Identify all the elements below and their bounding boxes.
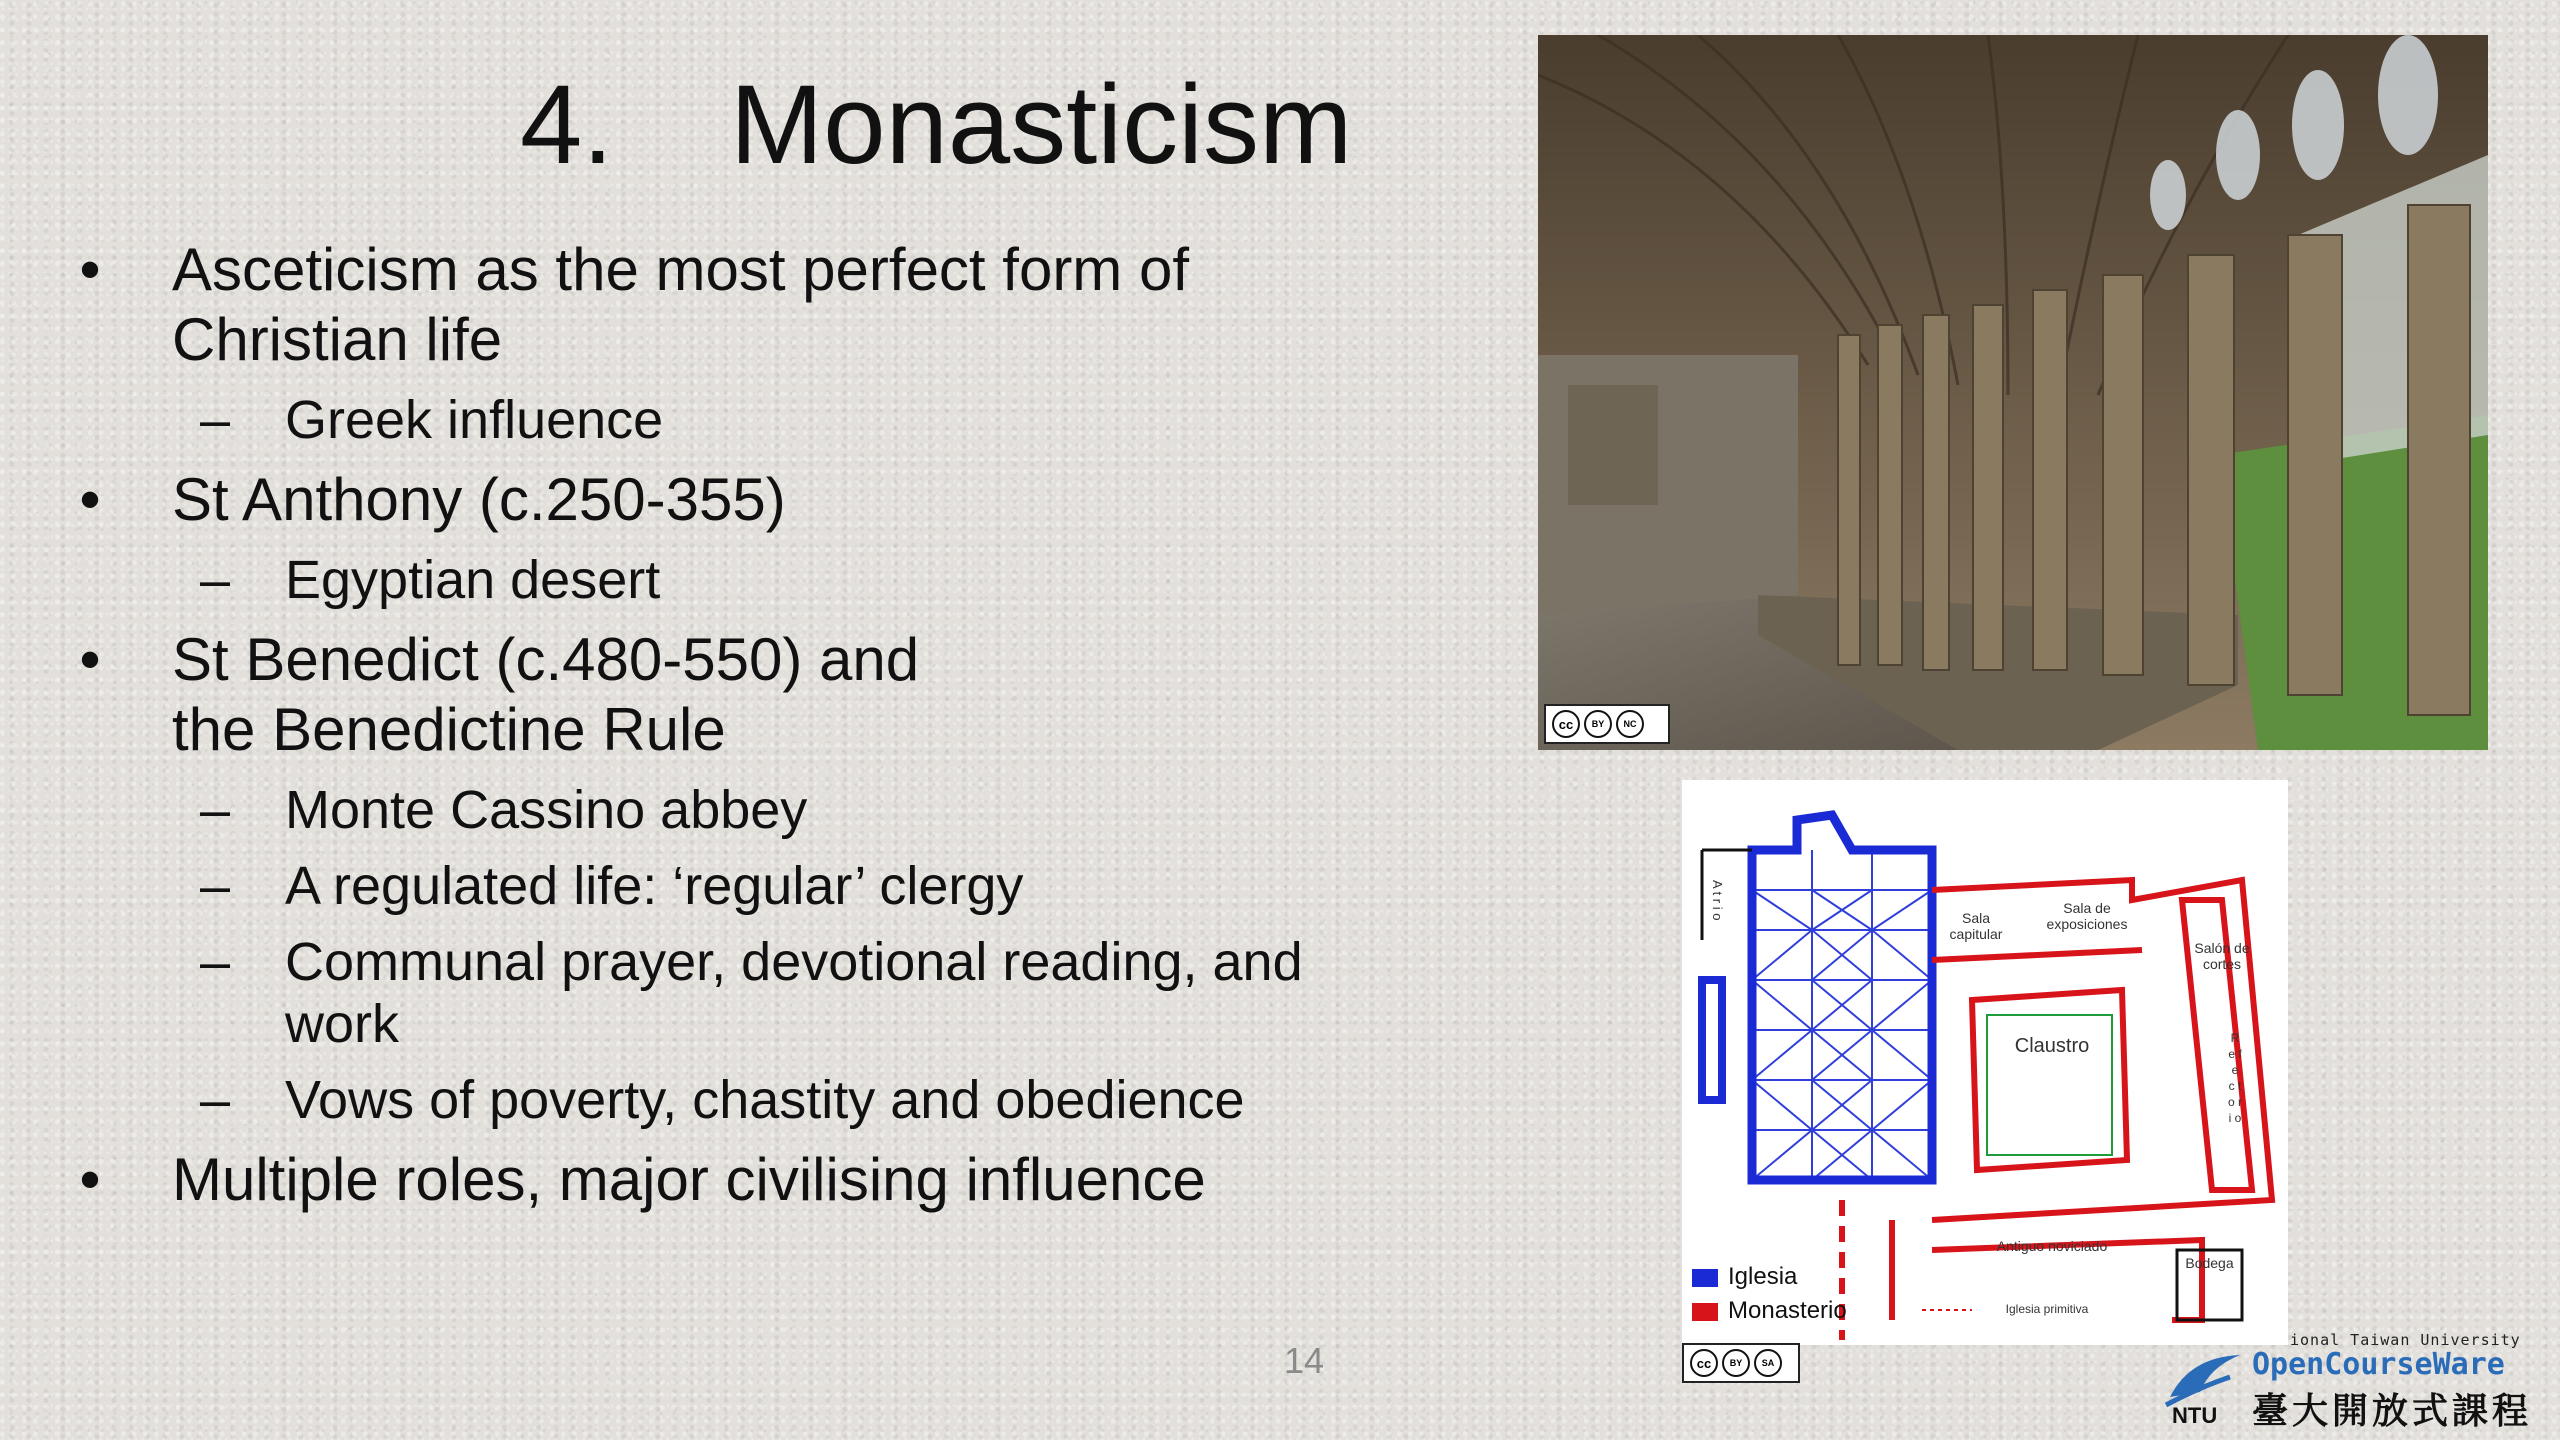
bullet-marker: • — [79, 236, 101, 303]
bullet-marker: • — [79, 626, 101, 693]
sub-bullet-monte-cassino — [70, 779, 1500, 841]
bullet-text: Christian life — [172, 306, 503, 373]
sub-bullet-text: Greek influence — [285, 390, 664, 450]
cc-icon: cc — [1552, 710, 1580, 738]
sub-bullet-egypt — [70, 549, 1500, 611]
legend-swatch-blue — [1692, 1269, 1718, 1287]
label-iglesia-primitiva: Iglesia primitiva — [2005, 1302, 2089, 1316]
ntu-text: NTU — [2172, 1403, 2218, 1427]
sub-bullet-text: Vows of poverty, chastity and obedience — [285, 1070, 1245, 1130]
label-antiguo-noviciado: Antiguo noviciado — [1996, 1238, 2108, 1254]
nc-icon: NC — [1616, 710, 1644, 738]
sub-bullet-regulated-life — [70, 855, 1500, 917]
bullet-civilising — [70, 1145, 1500, 1215]
dash-marker: – — [200, 1070, 231, 1130]
bullet-asceticism — [70, 235, 1500, 375]
legend-label: Iglesia — [1728, 1263, 1798, 1290]
cloister-illustration — [1538, 35, 2488, 750]
bullet-text: St Benedict (c.480-550) and — [172, 626, 920, 693]
by-icon: BY — [1722, 1349, 1750, 1377]
page-number: 14 — [1284, 1340, 1325, 1381]
bullet-text: St Anthony (c.250-355) — [172, 466, 786, 533]
bullet-anthony — [70, 465, 1500, 535]
legend-swatch-red — [1692, 1303, 1718, 1321]
bullet-text: Multiple roles, major civilising influence — [172, 1146, 1206, 1213]
sub-bullet-text: Egyptian desert — [285, 550, 661, 610]
bullet-benedict — [70, 625, 1500, 765]
label-sala-capitular: Sala capitular — [1949, 910, 2003, 942]
label-sala-exposiciones: Sala de exposiciones — [2046, 900, 2128, 932]
title-number: 4. — [520, 62, 614, 187]
bullet-text: Asceticism as the most perfect form of — [172, 236, 1189, 303]
label-atrio: A t r i o — [1710, 880, 1725, 921]
label-bodega: Bodega — [2185, 1255, 2234, 1271]
photo-license-badge[interactable] — [1544, 704, 1670, 744]
bullet-marker: • — [79, 466, 101, 533]
sa-icon: SA — [1754, 1349, 1782, 1377]
university-name: ional Taiwan University — [2290, 1331, 2521, 1349]
sub-bullet-greek — [70, 389, 1500, 451]
dash-marker: – — [200, 550, 231, 610]
ocw-chinese-name: 臺大開放式課程 — [2252, 1390, 2533, 1431]
slide-title — [520, 60, 1352, 189]
dash-marker: – — [200, 932, 231, 992]
legend-iglesia — [1692, 1263, 1797, 1291]
label-claustro: Claustro — [2014, 1035, 2090, 1057]
by-icon: BY — [1584, 710, 1612, 738]
legend-label: Monasterio — [1728, 1297, 1847, 1324]
ntu-ocw-logo[interactable] — [2160, 1325, 2560, 1440]
cloister-photo — [1538, 35, 2488, 750]
label-refectorio: R e f e c t o r i o — [2228, 1031, 2243, 1125]
sub-bullet-communal — [70, 931, 1500, 1055]
bullet-list — [70, 235, 1500, 1215]
ntu-logo-icon — [2160, 1347, 2250, 1427]
sub-bullet-vows — [70, 1069, 1500, 1131]
cc-icon: cc — [1690, 1349, 1718, 1377]
bullet-text: the Benedictine Rule — [172, 696, 726, 763]
label-salon-cortes: Salón de cortes — [2194, 940, 2250, 972]
title-text: Monasticism — [730, 62, 1353, 187]
bullet-marker: • — [79, 1146, 101, 1213]
sub-bullet-text: A regulated life: ‘regular’ clergy — [285, 856, 1024, 916]
dash-marker: – — [200, 390, 231, 450]
dash-marker: – — [200, 856, 231, 916]
sub-bullet-text: Communal prayer, devotional reading, and — [285, 932, 1303, 992]
ocw-brand: OpenCourseWare — [2252, 1347, 2505, 1382]
monastery-floor-plan — [1682, 780, 2288, 1345]
dash-marker: – — [200, 780, 231, 840]
sub-bullet-text: Monte Cassino abbey — [285, 780, 808, 840]
plan-license-badge[interactable] — [1682, 1343, 1800, 1383]
legend-monasterio — [1692, 1297, 1847, 1325]
sub-bullet-text: work — [285, 994, 400, 1054]
